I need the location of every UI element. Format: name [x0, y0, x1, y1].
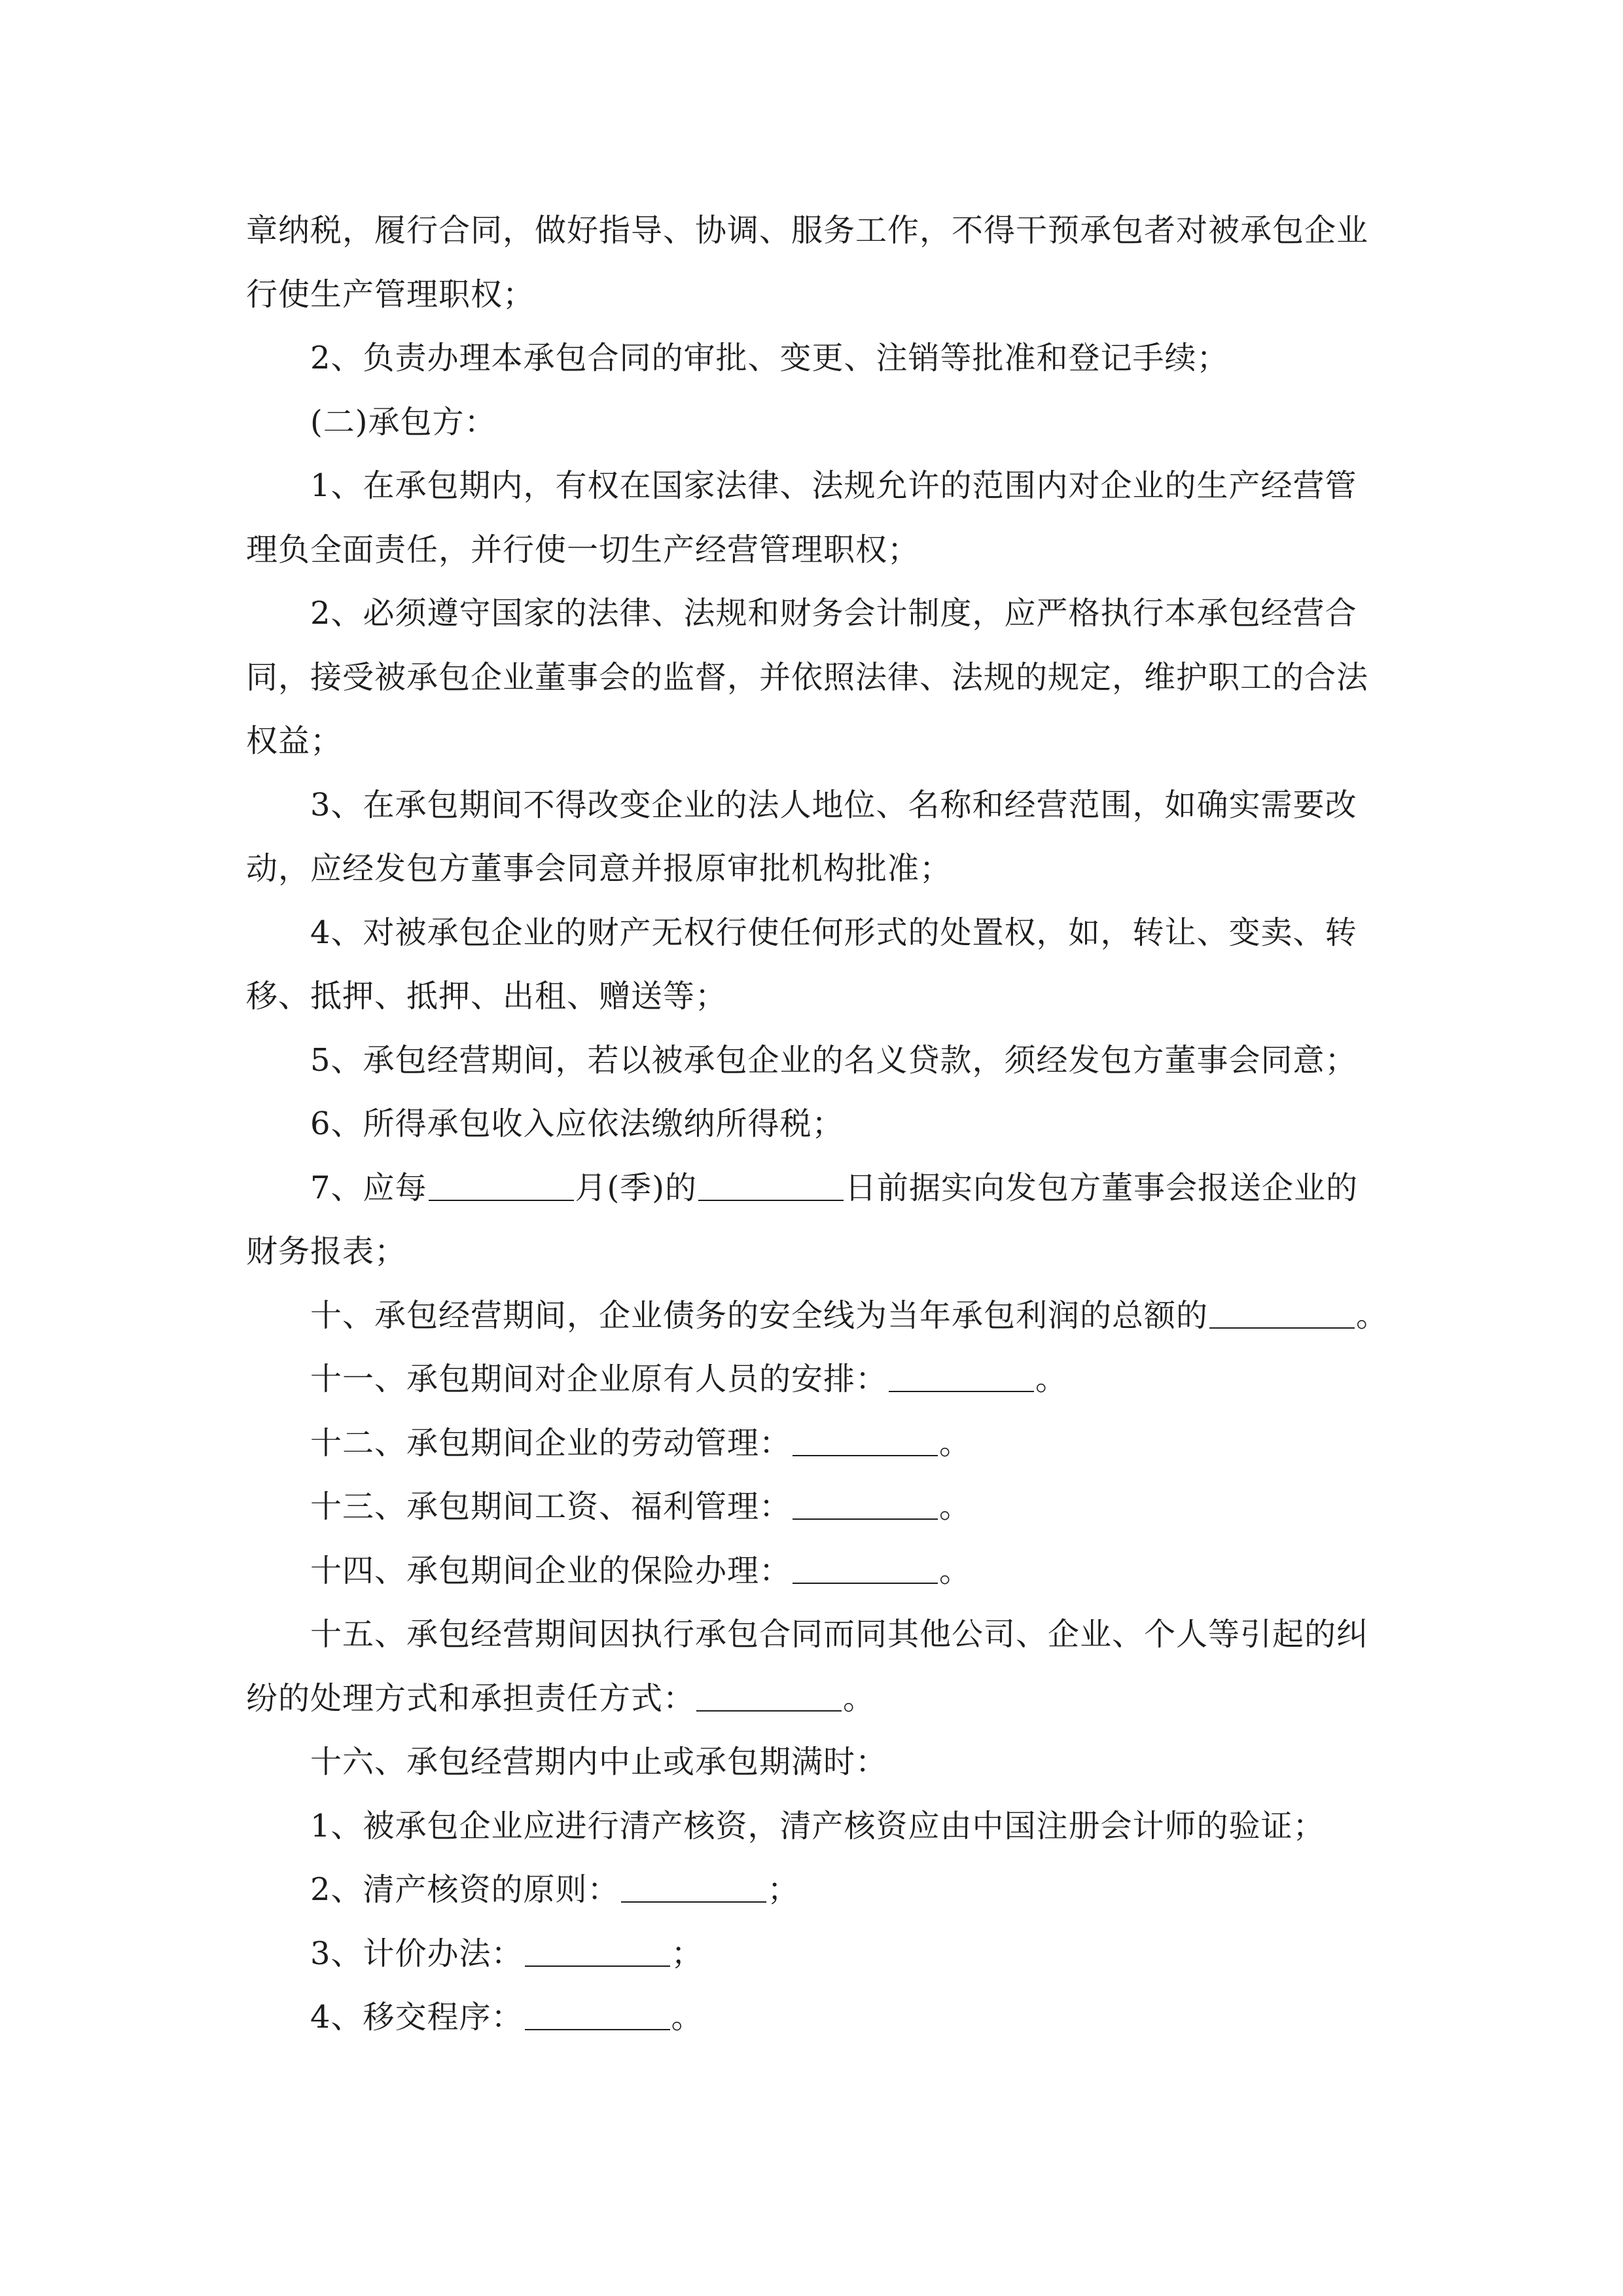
text-line: 权益；	[246, 723, 343, 759]
fill-in-blank[interactable]	[793, 1429, 938, 1456]
fill-in-blank[interactable]	[889, 1365, 1034, 1392]
fill-in-blank[interactable]	[793, 1556, 938, 1584]
fill-in-blank[interactable]	[793, 1492, 938, 1520]
text-line: 章纳税，履行合同，做好指导、协调、服务工作，不得干预承包者对被承包企业	[246, 212, 1369, 249]
clause-line: 十四、承包期间企业的保险办理： 。	[310, 1552, 972, 1589]
text-line: 5、承包经营期间，若以被承包企业的名义贷款，须经发包方董事会同意；	[310, 1041, 1357, 1079]
text-line: 同，接受被承包企业董事会的监督，并依照法律、法规的规定，维护职工的合法	[246, 658, 1369, 696]
clause-line: 十三、承包期间工资、福利管理： 。	[310, 1488, 972, 1525]
text-line: 2、清产核资的原则： ；	[310, 1871, 800, 1908]
fill-in-blank[interactable]	[696, 1684, 842, 1712]
document-body	[246, 199, 1389, 2050]
text-line: 1、在承包期内，有权在国家法律、法规允许的范围内对企业的生产经营管	[310, 467, 1357, 504]
text-line: 4、移交程序： 。	[310, 1999, 704, 2036]
clause-line: 十六、承包经营期内中止或承包期满时：	[310, 1744, 888, 1780]
fill-in-blank[interactable]	[698, 1174, 844, 1201]
clause-line: 十五、承包经营期间因执行承包合同而同其他公司、企业、个人等引起的纠	[310, 1616, 1369, 1653]
clause-line: 十、承包经营期间，企业债务的安全线为当年承包利润的总额的 。	[310, 1297, 1389, 1334]
clause-line: 十一、承包期间对企业原有人员的安排： 。	[310, 1361, 1068, 1397]
text-line: 7、应每 月(季)的 日前据实向发包方董事会报送企业的	[310, 1169, 1359, 1206]
fill-in-blank[interactable]	[525, 1939, 670, 1967]
fill-in-blank[interactable]	[1209, 1301, 1355, 1329]
text-line: 4、对被承包企业的财产无权行使任何形式的处置权，如，转让、变卖、转	[310, 914, 1357, 951]
text-line: 2、必须遵守国家的法律、法规和财务会计制度，应严格执行本承包经营合	[310, 595, 1357, 632]
text-line: 理负全面责任，并行使一切生产经营管理职权；	[246, 531, 920, 568]
text-line: 2、负责办理本承包合同的审批、变更、注销等批准和登记手续；	[310, 340, 1229, 376]
text-line: 3、在承包期间不得改变企业的法人地位、名称和经营范围，如确实需要改	[310, 786, 1357, 823]
text-line: 行使生产管理职权；	[246, 276, 535, 313]
fill-in-blank[interactable]	[621, 1875, 766, 1903]
text-line: 6、所得承包收入应依法缴纳所得税；	[310, 1105, 844, 1142]
section-heading: (二)承包方：	[310, 403, 497, 440]
clause-line: 十二、承包期间企业的劳动管理： 。	[310, 1424, 972, 1462]
text-line: 动，应经发包方董事会同意并报原审批机构批准；	[246, 850, 952, 887]
text-line: 财务报表；	[246, 1233, 407, 1270]
text-line: 移、抵押、抵押、出租、赠送等；	[246, 978, 728, 1014]
fill-in-blank[interactable]	[429, 1174, 574, 1201]
text-line: 纷的处理方式和承担责任方式： 。	[246, 1679, 876, 1717]
fill-in-blank[interactable]	[525, 2003, 670, 2030]
text-line: 1、被承包企业应进行清产核资，清产核资应由中国注册会计师的验证；	[310, 1807, 1325, 1844]
text-line: 3、计价办法： ；	[310, 1935, 704, 1972]
